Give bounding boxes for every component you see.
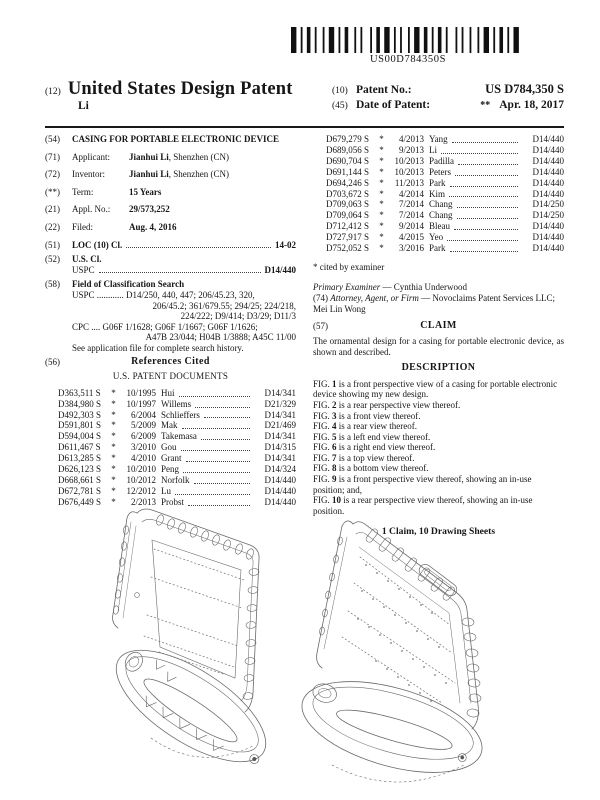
reference-row: D709,064 S * 7/2014 Chang D14/250 [326,210,564,221]
description-figure-line: FIG. 8 is a bottom view thereof. [313,463,429,474]
inventor-surname: Li [78,100,89,112]
description-figure-list [313,379,564,517]
dot-leader [458,156,518,165]
field-21-appl-no: (21) Appl. No.: 29/573,252 [45,204,170,215]
description-heading: DESCRIPTION [401,362,476,374]
reference-row: D591,801 S * 5/2009 Mak D21/469 [58,420,296,431]
barcode [291,27,525,65]
description-figure-line: FIG. 9 is a front perspective view thereof, showing an in-use position; and, [313,474,532,495]
claim-text: The ornamental design for a casing for portable electronic device, as shown and described. [313,335,564,357]
invention-title: CASING FOR PORTABLE ELECTRONIC DEVICE [72,134,280,144]
claim-section-header: (57) CLAIM [313,321,564,332]
drawing-sheet [0,497,600,800]
patent-no-label: Patent No.: [356,84,412,96]
right-column [313,134,564,538]
reference-row: D384,980 S * 10/1997 Willems D21/329 [58,398,296,409]
dot-leader [441,145,518,154]
reference-row: D594,004 S * 6/2009 Takemasa D14/341 [58,431,296,442]
dot-leader [126,240,271,249]
barcode-bars-icon [291,27,525,53]
search-history-note: See application file for complete search history. [72,342,244,353]
description-figure-line: FIG. 10 is a rear perspective view thereof, showing an in-use position. [313,495,533,516]
description-figure-line: FIG. 1 is a front perspective view of a casing for portable electronic device showing my new design. [313,378,558,400]
left-column [45,134,296,507]
reference-row: D492,303 S * 6/2004 Schlieffers D14/341 [58,409,296,420]
reference-row: D727,917 S * 4/2015 Yeo D14/440 [326,232,564,243]
field-72-inventor: (72) Inventor: Jianhui Li, Shenzhen (CN) [45,169,230,180]
field-52-us-cl: (52) U.S. Cl. USPC D14/440 [45,254,296,275]
dot-leader [194,475,251,484]
description-figure-line: FIG. 5 is a left end view thereof. [313,431,431,442]
description-figure-line: FIG. 7 is a top view thereof. [313,452,415,463]
dot-leader [181,442,251,451]
reference-row: D676,449 S * 2/2013 Probst D14/440 [58,496,296,507]
dot-leader [457,210,519,219]
us-patent-documents-heading: U.S. PATENT DOCUMENTS [112,371,229,382]
primary-examiner-line: Primary Examiner — Cynthia Underwood [313,281,467,292]
inventor-name: Jianhui Li [129,169,169,180]
date-code: (45) [332,101,348,111]
loc-class: 14-02 [275,239,296,250]
reference-row: D694,246 S * 11/2013 Park D14/440 [326,177,564,188]
claims-sheets-note: 1 Claim, 10 Drawing Sheets [381,526,496,538]
reference-row: D752,052 S * 3/2016 Park D14/440 [326,243,564,254]
field-54-title: (54) CASING FOR PORTABLE ELECTRONIC DEVICE [45,134,280,144]
field-term: (**) Term: 15 Years [45,186,162,197]
dot-leader [175,486,250,495]
dot-leader [450,178,519,187]
patent-date: Apr. 18, 2017 [499,99,564,111]
reference-row: D689,056 S * 9/2013 Li D14/440 [326,144,564,155]
header-divider [45,126,564,128]
reference-row: D712,412 S * 9/2014 Bleau D14/440 [326,221,564,232]
field-71-applicant: (71) Applicant: Jianhui Li, Shenzhen (CN) [45,151,230,162]
figure-front-perspective-drawing [103,500,293,768]
reference-row: D691,144 S * 10/2013 Peters D14/440 [326,166,564,177]
document-title: United States Design Patent [67,79,293,99]
attorney-line: (74) Attorney, Agent, or Firm — Novoclaims Patent Services LLC; Mei Lin Wong [313,293,556,314]
references-table-left [45,388,296,508]
dot-leader [455,167,518,176]
reference-row: D363,511 S * 10/1995 Hui D14/341 [58,387,296,398]
patent-no-code: (10) [332,86,348,96]
dot-leader [449,189,518,198]
references-cited-heading: References Cited [131,355,210,367]
description-figure-line: FIG. 2 is a rear perspective view thereof. [313,399,461,410]
kind-code: (12) [45,87,61,97]
patent-number: US D784,350 S [485,82,564,96]
dot-leader [201,431,250,440]
application-number: 29/573,252 [129,204,170,215]
uspc-class: D14/440 [264,264,296,275]
dot-leader [182,420,251,429]
reference-row: D679,279 S * 4/2013 Yang D14/440 [326,134,564,144]
dot-leader [450,243,519,252]
field-51-loc: (51) LOC (10) Cl. 14-02 [45,239,296,250]
reference-row: D668,661 S * 10/2012 Norfolk D14/440 [58,474,296,485]
field-58-search: (58) Field of Classification Search USPC ............ D14/250, 440, 447; 206/45.23, 320, 206/45.2; 361/679.55; 294/25; 224/218, 224/222; D9/414; D3/29; D11/3 CPC .... G06F 1/1628; G06F 1/1667; G06F 1/1626; A47B 23/044; H04B 1/3888; A45C 11/00 See application file for complete search history. [45,279,296,353]
figure-rear-perspective-drawing [292,507,497,797]
cited-by-examiner-note: * cited by examiner [313,261,385,272]
body-columns [45,134,564,538]
dot-leader [195,399,250,408]
dot-leader [99,265,261,274]
reference-row: D690,704 S * 10/2013 Padilla D14/440 [326,155,564,166]
reference-row: D613,285 S * 4/2010 Grant D14/341 [58,453,296,464]
term-value: 15 Years [129,186,162,197]
dot-leader [204,410,250,419]
dot-leader [457,199,519,208]
dot-leader [454,221,518,230]
description-figure-line: FIG. 3 is a front view thereof. [313,410,421,421]
header-right [332,82,564,113]
attorney-name: — Novoclaims Patent Services LLC; Mei Lin Wong [313,293,556,314]
examiner-name: — Cynthia Underwood [382,281,467,292]
dot-leader [183,464,250,473]
field-22-filed: (22) Filed: Aug. 4, 2016 [45,221,177,232]
reference-row: D672,781 S * 12/2012 Lu D14/440 [58,485,296,496]
dot-leader [186,453,251,462]
barcode-text: US00D784350S [369,54,447,65]
description-figure-line: FIG. 6 is a right end view thereof. [313,442,436,453]
dot-leader [179,388,251,397]
dot-leader [452,134,518,143]
applicant-name: Jianhui Li [129,151,169,162]
reference-row: D703,672 S * 4/2014 Kim D14/440 [326,188,564,199]
header-left [45,79,293,113]
claim-heading: CLAIM [420,320,457,332]
references-table-right [313,134,564,254]
description-figure-line: FIG. 4 is a rear view thereof. [313,421,417,432]
filing-date: Aug. 4, 2016 [129,221,177,232]
header [45,79,564,113]
reference-row: D626,123 S * 10/2010 Peng D14/324 [58,464,296,475]
dot-leader [447,232,518,241]
reference-row: D611,467 S * 3/2010 Gou D14/315 [58,442,296,453]
field-56-references: (56) References Cited [45,357,296,368]
date-label: Date of Patent: [356,99,431,111]
reference-row: D709,063 S * 7/2014 Chang D14/250 [326,199,564,210]
term-asterisks: ** [480,100,491,111]
